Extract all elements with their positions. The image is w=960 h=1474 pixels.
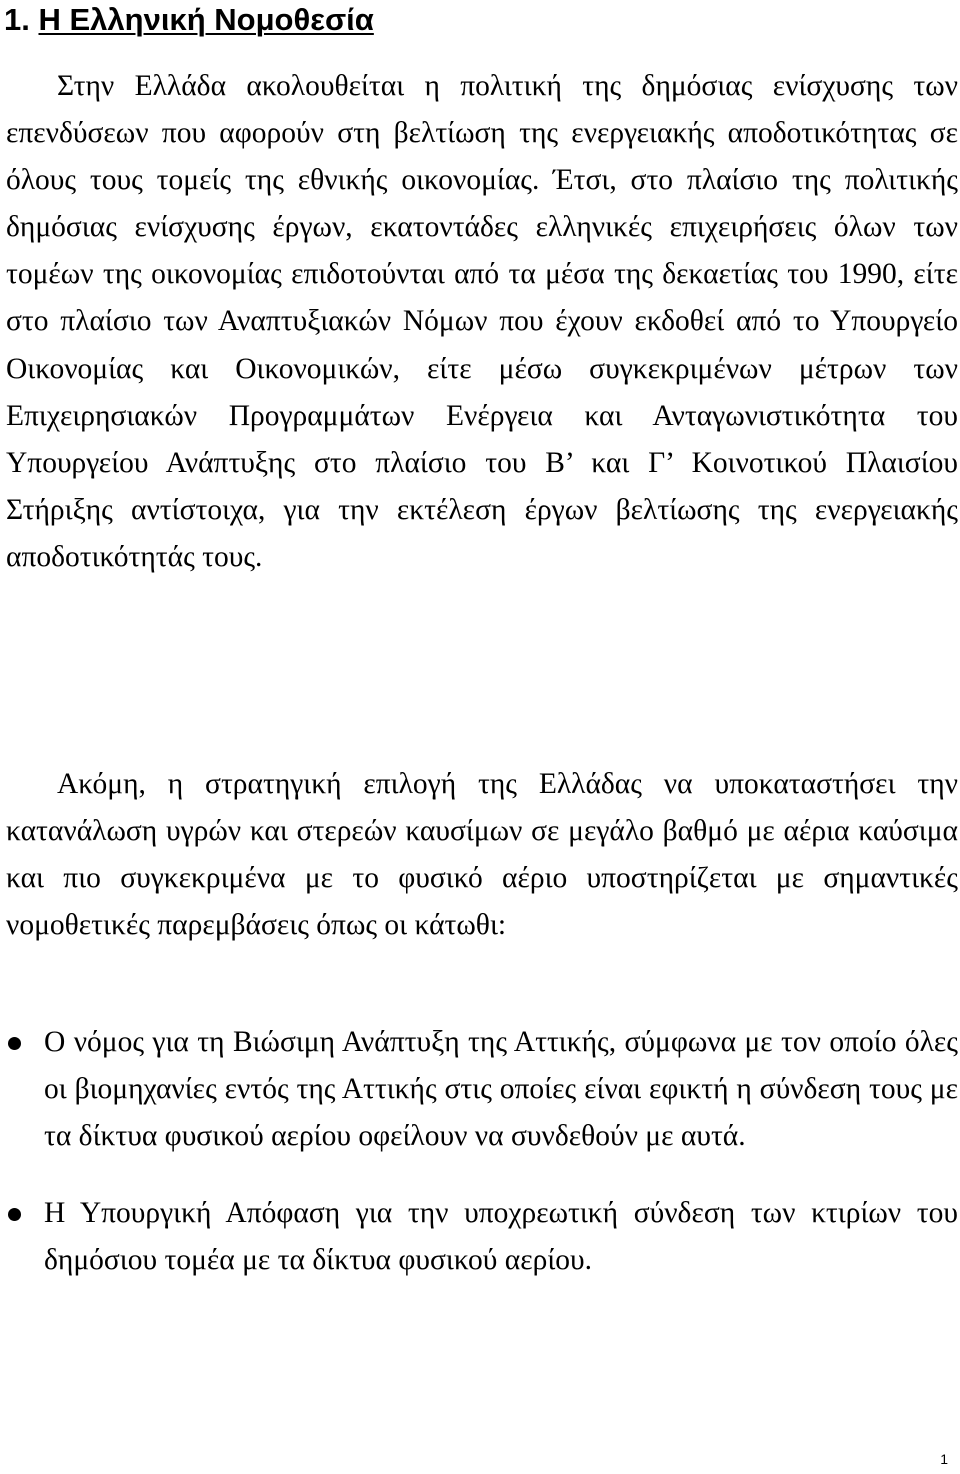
- list-item: [0, 1019, 958, 1160]
- section-title: Η Ελληνική Νομοθεσία: [38, 2, 374, 37]
- paragraph-strategy: Ακόμη, η στρατηγική επιλογή της Ελλάδας να υποκαταστήσει την κατανάλωση υγρών και στερεών καυσίμων σε μεγάλο βαθμό με αέρια καύσιμα και πιο συγκεκριμένα με το φυσικό αέριο υποστηρίζεται με σημαντικές νομοθετικές παρεμβάσεις όπως οι κάτωθι:: [6, 768, 958, 942]
- bullet-icon: [8, 1037, 21, 1050]
- page-number: 1: [940, 1451, 948, 1467]
- list-item-text: Ο νόμος για τη Βιώσιμη Ανάπτυξη της Αττικής, σύμφωνα με τον οποίο όλες οι βιομηχανίες εντός της Αττικής στις οποίες είναι εφικτή η σύνδεση τους με τα δίκτυα φυσικού αερίου οφείλουν να συνδεθούν με αυτά.: [44, 1026, 958, 1153]
- section-number: 1.: [4, 2, 30, 37]
- bullet-icon: [8, 1208, 21, 1221]
- paragraph-policy: Στην Ελλάδα ακολουθείται η πολιτική της δημόσιας ενίσχυσης των επενδύσεων που αφορούν στη βελτίωση της ενεργειακής αποδοτικότητας σε όλους τους τομείς της εθνικής οικονομίας. Έτσι, στο πλαίσιο της πολιτικής δημόσιας ενίσχυσης έργων, εκατοντάδες ελληνικές επιχειρήσεις όλων των τομέων της οικονομίας επιδοτούνται από τα μέσα της δεκαετίας του 1990, είτε στο πλαίσιο των Αναπτυξιακών Νόμων που έχουν εκδοθεί από το Υπουργείο Οικονομίας και Οικονομικών, είτε μέσω συγκεκριμένων μέτρων των Επιχειρησιακών Προγραμμάτων Ενέργεια και Ανταγωνιστικότητα του Υπουργείου Ανάπτυξης στο πλαίσιο του Β’ και Γ’ Κοινοτικού Πλαισίου Στήριξης αντίστοιχα, για την εκτέλεση έργων βελτίωσης της ενεργειακής αποδοτικότητάς τους.: [6, 70, 958, 573]
- section-heading: [4, 0, 374, 40]
- list-item-text: Η Υπουργική Απόφαση για την υποχρεωτική σύνδεση των κτιρίων του δημόσιου τομέα με τα δίκτυα φυσικού αερίου.: [44, 1197, 958, 1277]
- list-item: [0, 1190, 958, 1284]
- bullet-list: [0, 1019, 958, 1284]
